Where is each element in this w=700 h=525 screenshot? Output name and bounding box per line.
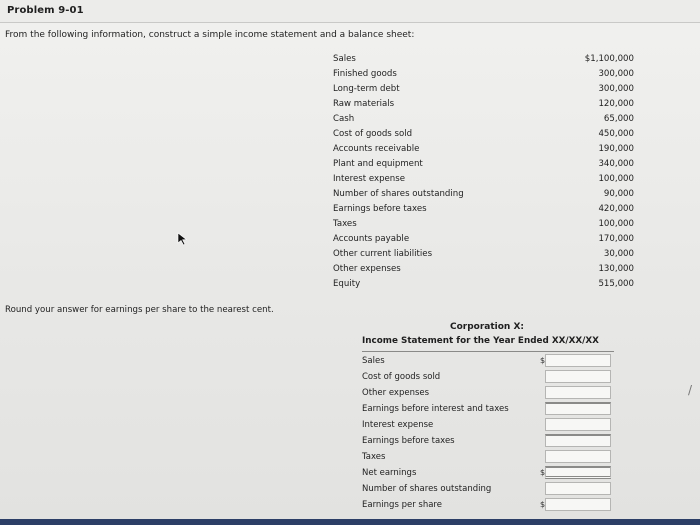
row-label: Taxes	[362, 452, 386, 462]
data-value: 515,000	[598, 279, 634, 289]
statement-row-other-expenses	[362, 385, 614, 401]
row-label: Interest expense	[362, 420, 434, 430]
data-value: 450,000	[598, 129, 634, 139]
taxes-input[interactable]	[545, 450, 611, 463]
earnings-per-share-input[interactable]	[545, 498, 611, 511]
page-edge-mark: /	[687, 383, 692, 397]
data-label: Number of shares outstanding	[333, 189, 464, 199]
data-row	[333, 127, 638, 142]
data-row	[333, 217, 638, 232]
data-row	[333, 187, 638, 202]
shares-outstanding-input[interactable]	[545, 482, 611, 495]
statement-title: Income Statement for the Year Ended XX/XX/XX	[362, 336, 599, 346]
data-value: 340,000	[598, 159, 634, 169]
data-value: 65,000	[603, 114, 634, 124]
data-label: Finished goods	[333, 69, 397, 79]
statement-row-sales	[362, 353, 614, 369]
row-label: Net earnings	[362, 468, 417, 478]
row-label: Number of shares outstanding	[362, 484, 492, 494]
corporation-name: Corporation X:	[450, 322, 525, 332]
earnings-before-taxes-input[interactable]	[545, 434, 611, 447]
cost-of-goods-sold-input[interactable]	[545, 370, 611, 383]
statement-row-net-earnings	[362, 465, 614, 481]
problem-header	[0, 0, 700, 23]
data-row	[333, 67, 638, 82]
data-value: 420,000	[598, 204, 634, 214]
data-row	[333, 82, 638, 97]
statement-row-eps	[362, 497, 614, 513]
data-value: 300,000	[598, 69, 634, 79]
data-row	[333, 262, 638, 277]
data-label: Interest expense	[333, 174, 406, 184]
data-label: Plant and equipment	[333, 159, 423, 169]
statement-row-ebit	[362, 401, 614, 417]
row-label: Earnings before taxes	[362, 436, 455, 446]
data-value: 300,000	[598, 84, 634, 94]
row-label: Other expenses	[362, 388, 430, 398]
other-expenses-input[interactable]	[545, 386, 611, 399]
data-value: 100,000	[598, 219, 634, 229]
statement-row-cogs	[362, 369, 614, 385]
given-data-table	[333, 52, 638, 292]
sales-input[interactable]	[545, 354, 611, 367]
data-value: 30,000	[603, 249, 634, 259]
data-value: 120,000	[598, 99, 634, 109]
currency-symbol: $	[540, 468, 546, 477]
data-label: Equity	[333, 279, 361, 289]
currency-symbol: $	[540, 500, 546, 509]
net-earnings-input[interactable]	[545, 466, 611, 479]
ebit-input[interactable]	[545, 402, 611, 415]
bottom-bar	[0, 519, 700, 525]
data-row	[333, 97, 638, 112]
data-value: 170,000	[598, 234, 634, 244]
mouse-pointer-icon	[177, 232, 189, 246]
interest-expense-input[interactable]	[545, 418, 611, 431]
row-label: Cost of goods sold	[362, 372, 441, 382]
data-label: Sales	[333, 54, 356, 64]
instructions-text: From the following information, construct a simple income statement and a balance sheet:	[5, 30, 415, 40]
data-label: Raw materials	[333, 99, 395, 109]
data-value: 90,000	[603, 189, 634, 199]
data-row	[333, 247, 638, 262]
data-row	[333, 52, 638, 67]
data-value: 190,000	[598, 144, 634, 154]
data-row	[333, 142, 638, 157]
data-value: 100,000	[598, 174, 634, 184]
currency-symbol: $	[540, 356, 546, 365]
data-value: $1,100,000	[584, 54, 634, 64]
problem-title: Problem 9-01	[7, 5, 84, 16]
data-row	[333, 112, 638, 127]
data-row	[333, 202, 638, 217]
data-label: Other current liabilities	[333, 249, 433, 259]
data-label: Earnings before taxes	[333, 204, 427, 214]
data-label: Accounts receivable	[333, 144, 420, 154]
data-row	[333, 172, 638, 187]
data-label: Long-term debt	[333, 84, 400, 94]
statement-row-ebt	[362, 433, 614, 449]
data-row	[333, 277, 638, 292]
row-label: Earnings per share	[362, 500, 442, 510]
rounding-note: Round your answer for earnings per share to the nearest cent.	[5, 305, 274, 315]
data-row	[333, 232, 638, 247]
data-row	[333, 157, 638, 172]
row-label: Earnings before interest and taxes	[362, 404, 509, 414]
data-label: Cost of goods sold	[333, 129, 413, 139]
statement-row-taxes	[362, 449, 614, 465]
statement-row-interest-expense	[362, 417, 614, 433]
data-label: Taxes	[333, 219, 357, 229]
data-label: Other expenses	[333, 264, 401, 274]
data-label: Cash	[333, 114, 355, 124]
data-label: Accounts payable	[333, 234, 410, 244]
statement-row-shares-outstanding	[362, 481, 614, 497]
row-label: Sales	[362, 356, 385, 366]
data-value: 130,000	[598, 264, 634, 274]
title-rule	[362, 351, 614, 352]
